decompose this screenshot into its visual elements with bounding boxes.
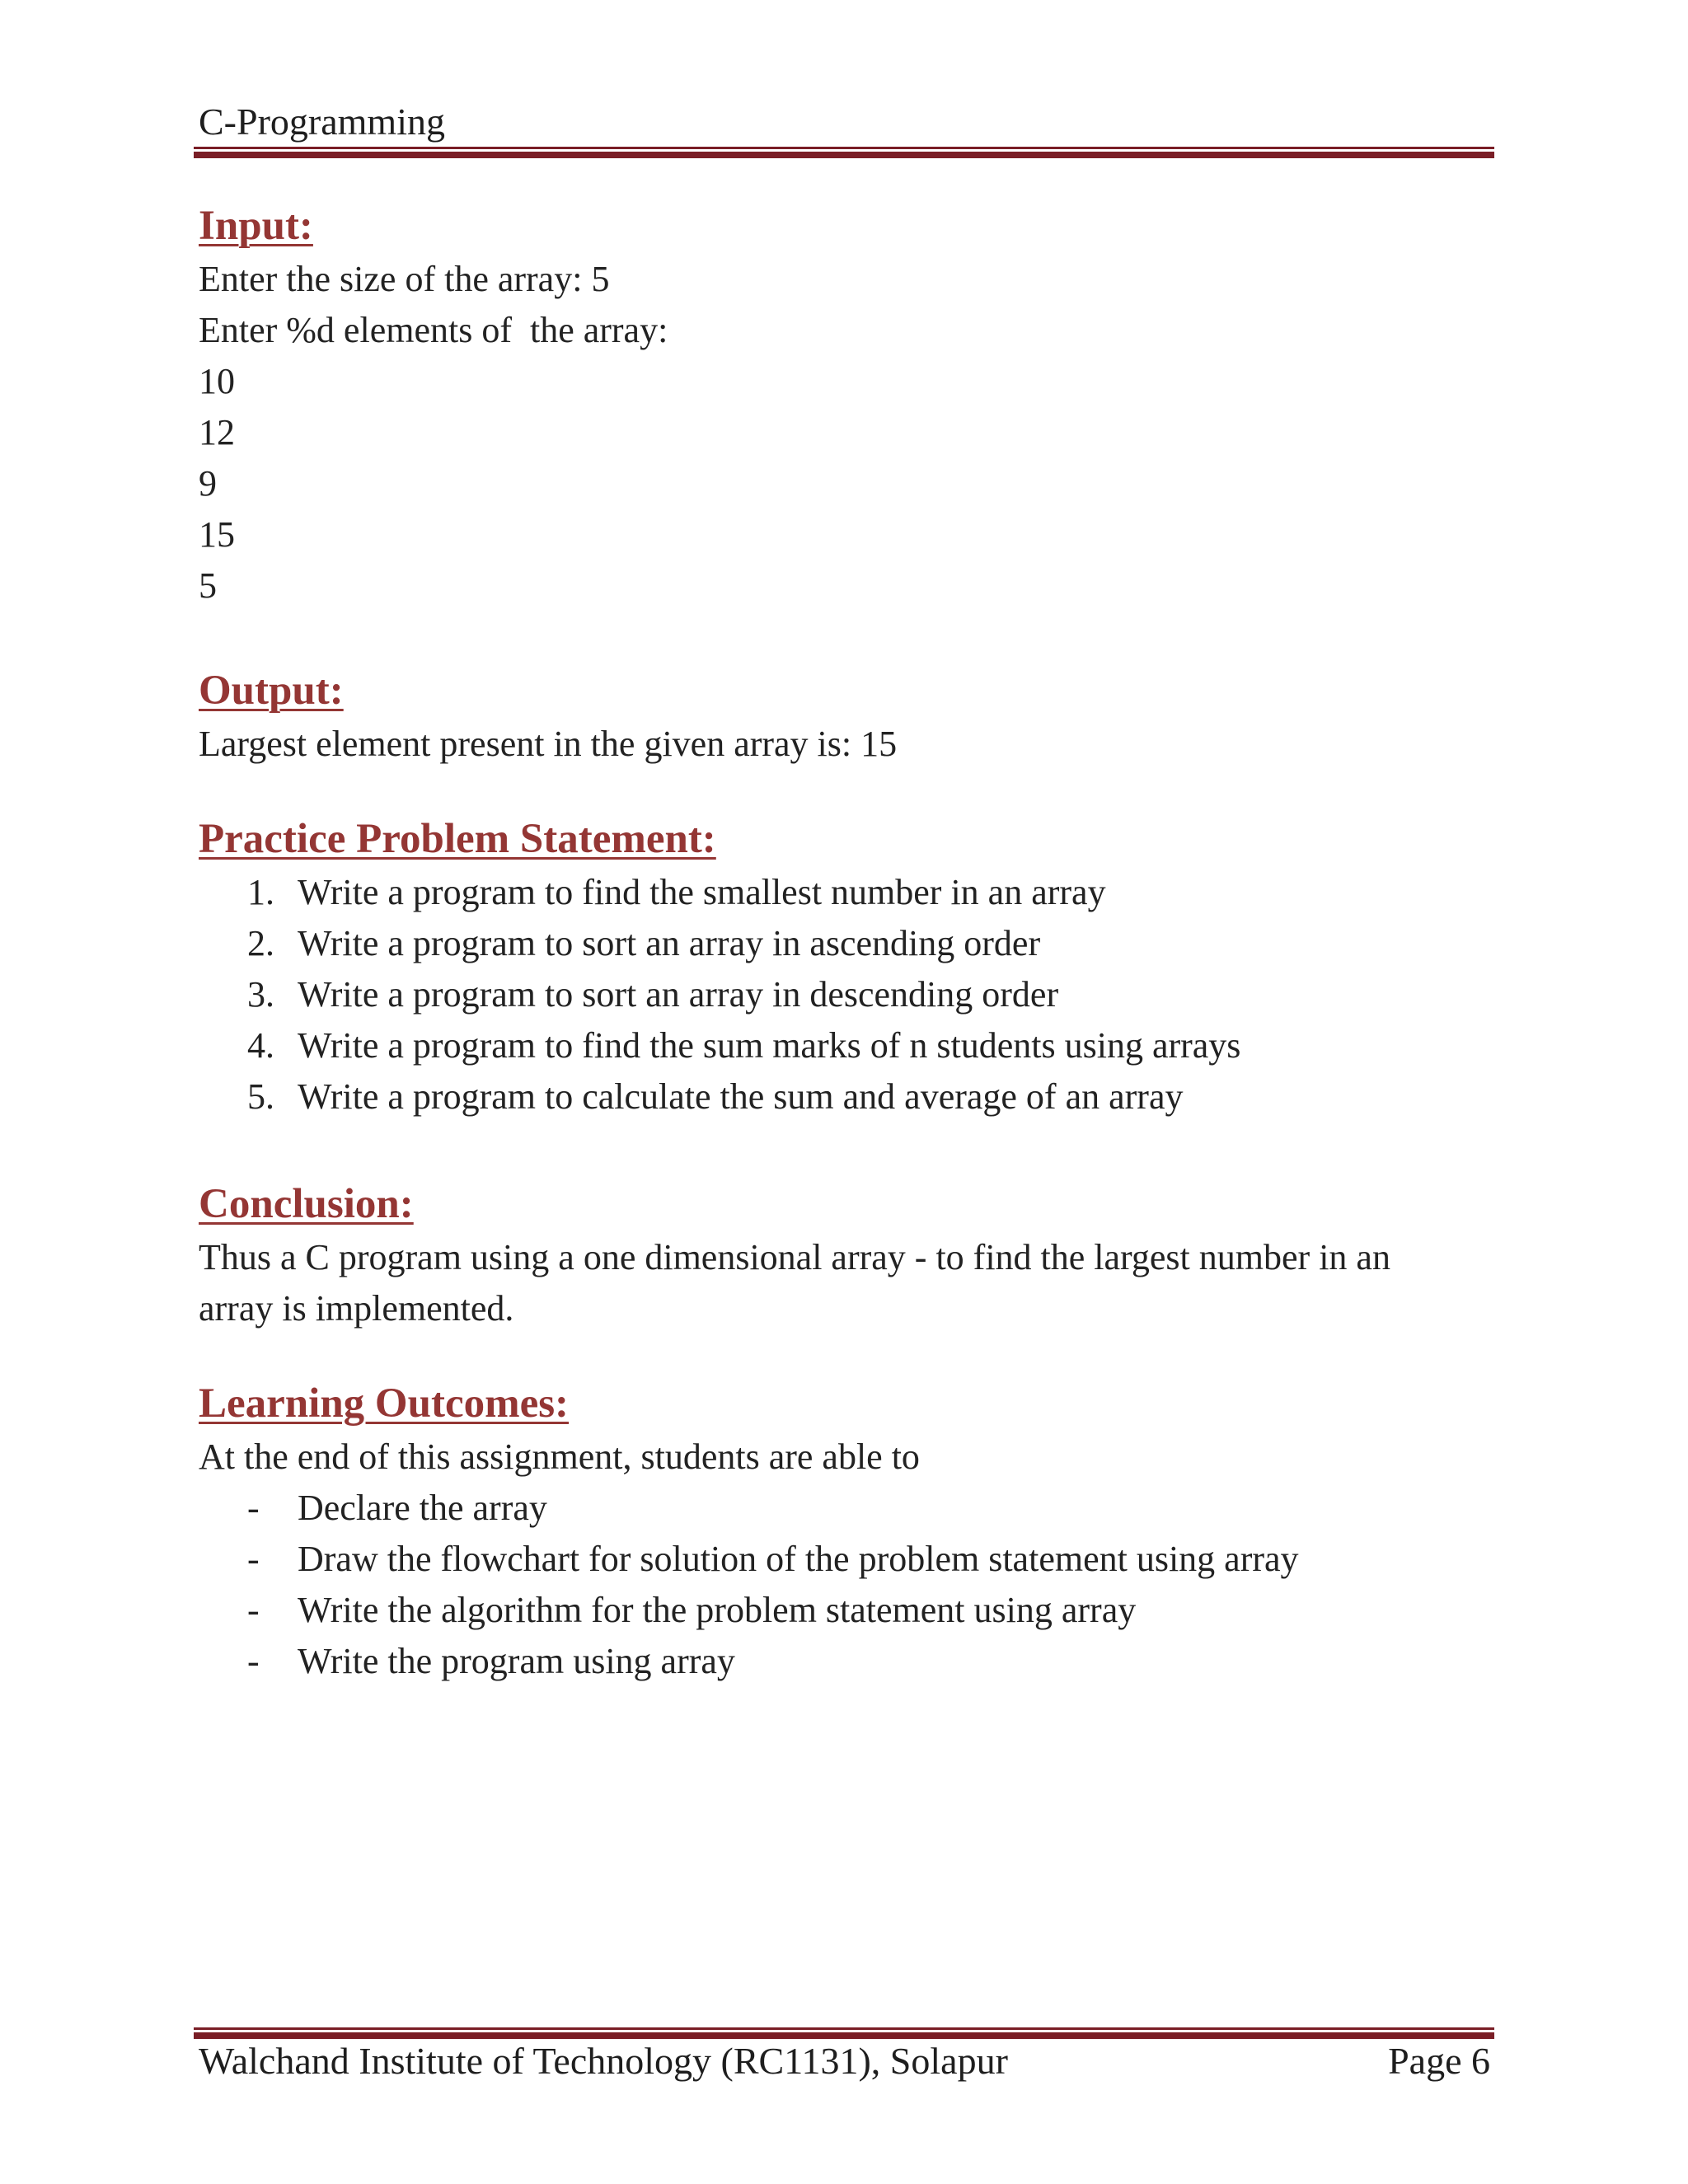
list-marker: 5. — [247, 1076, 274, 1117]
input-line: Enter the size of the array: 5 — [199, 259, 610, 299]
conclusion-line: array is implemented. — [199, 1288, 514, 1329]
input-heading: Input: — [199, 203, 313, 249]
footer-institute: Walchand Institute of Technology (RC1131), Solapur — [199, 2040, 1008, 2082]
list-item — [199, 1483, 1493, 1534]
list-item — [199, 1020, 1493, 1071]
list-item — [199, 918, 1493, 969]
list-item — [199, 969, 1493, 1020]
input-line: 15 — [199, 514, 235, 555]
page-content — [199, 198, 1493, 1687]
list-item-text: Declare the array — [298, 1488, 547, 1528]
list-item-text: Write a program to find the sum marks of n students using arrays — [298, 1025, 1241, 1066]
outcomes-section — [199, 1376, 1493, 1687]
list-item-text: Write a program to calculate the sum and average of an array — [298, 1076, 1184, 1117]
list-item-text: Write a program to sort an array in ascending order — [298, 923, 1041, 963]
input-line: 9 — [199, 463, 217, 504]
list-item-text: Write the program using array — [298, 1641, 735, 1681]
conclusion-line: Thus a C program using a one dimensional array - to find the largest number in an — [199, 1237, 1390, 1277]
list-marker: - — [247, 1488, 260, 1528]
input-section — [199, 198, 1493, 612]
conclusion-heading: Conclusion: — [199, 1181, 414, 1227]
list-marker: - — [247, 1539, 260, 1579]
page-header-title: C-Programming — [199, 101, 445, 143]
outcomes-intro: At the end of this assignment, students are able to — [199, 1436, 920, 1477]
list-item-text: Draw the flowchart for solution of the problem statement using array — [298, 1539, 1299, 1579]
list-item — [199, 867, 1493, 918]
footer-page-number: Page 6 — [1388, 2040, 1490, 2082]
list-marker: 3. — [247, 974, 274, 1015]
list-marker: 1. — [247, 872, 274, 912]
list-item — [199, 1071, 1493, 1122]
list-marker: 2. — [247, 923, 274, 963]
output-line: Largest element present in the given array is: 15 — [199, 724, 898, 764]
practice-heading: Practice Problem Statement: — [199, 816, 716, 862]
output-heading: Output: — [199, 668, 344, 714]
list-item — [199, 1534, 1493, 1585]
header-rule — [194, 147, 1494, 158]
input-line: 10 — [199, 361, 235, 401]
list-marker: 4. — [247, 1025, 274, 1066]
output-section — [199, 663, 1493, 770]
outcomes-heading: Learning Outcomes: — [199, 1380, 570, 1427]
practice-list — [199, 867, 1493, 1122]
conclusion-section — [199, 1176, 1493, 1334]
practice-section — [199, 811, 1493, 1122]
list-marker: - — [247, 1590, 260, 1630]
list-item-text: Write the algorithm for the problem statement using array — [298, 1590, 1137, 1630]
input-line: 12 — [199, 412, 235, 452]
list-item-text: Write a program to find the smallest number in an array — [298, 872, 1106, 912]
list-item — [199, 1585, 1493, 1636]
list-item-text: Write a program to sort an array in descending order — [298, 974, 1059, 1015]
outcomes-list — [199, 1483, 1493, 1687]
list-marker: - — [247, 1641, 260, 1681]
input-line: Enter %d elements of the array: — [199, 310, 668, 350]
list-item — [199, 1636, 1493, 1687]
input-line: 5 — [199, 565, 217, 606]
